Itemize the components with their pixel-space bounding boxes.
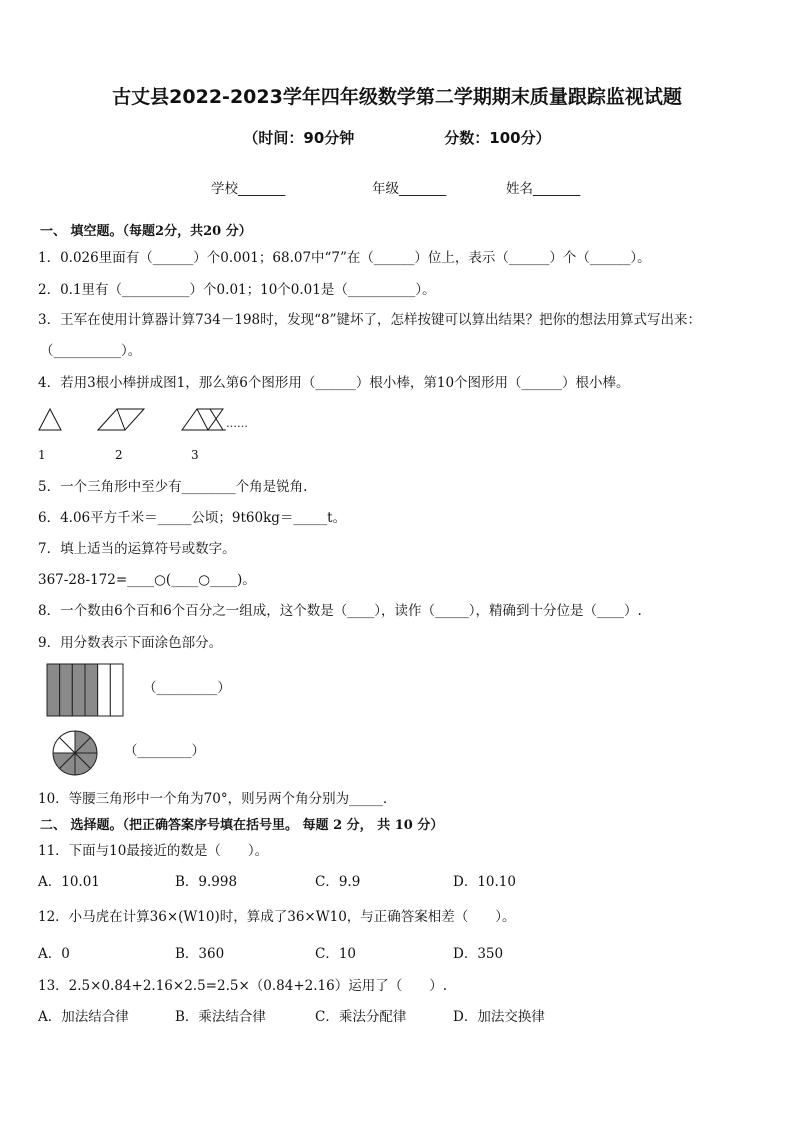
question-9-blank-2: （________） xyxy=(124,743,205,759)
name-field[interactable]: 姓名_______ xyxy=(506,181,581,197)
question-5: 5．一个三角形中至少有________个角是锐角. xyxy=(38,479,308,495)
question-11: 11．下面与10最接近的数是（ ）。 xyxy=(38,843,269,859)
q11-option-a[interactable]: A．10.01 xyxy=(38,874,100,890)
q13-option-d[interactable]: D．加法交换律 xyxy=(453,1009,545,1025)
figure-1-triangle xyxy=(39,409,61,430)
question-6: 6．4.06平方千米＝_____公顷；9t60kg＝_____t。 xyxy=(38,510,347,526)
question-4: 4．若用3根小棒拼成图1，那么第6个图形用（______）根小棒，第10个图形用（______）根小棒。 xyxy=(38,375,630,391)
rectangle-strip xyxy=(72,664,85,716)
question-9: 9．用分数表示下面涂色部分。 xyxy=(38,635,223,651)
question-7: 7．填上适当的运算符号或数字。 xyxy=(38,541,236,557)
q13-option-b[interactable]: B．乘法结合律 xyxy=(175,1009,266,1025)
question-9-blank-1: （_________） xyxy=(143,680,231,696)
question-3: 3．王军在使用计算器计算734－198时，发现“8”键坏了，怎样按键可以算出结果？把你的想法用算式写出来： xyxy=(38,312,702,328)
page-subtitle: （时间：90分钟 分数：100分） xyxy=(243,129,551,147)
q11-option-c[interactable]: C．9.9 xyxy=(315,874,361,890)
grade-field[interactable]: 年级_______ xyxy=(372,181,447,197)
q11-option-b[interactable]: B．9.998 xyxy=(175,874,238,890)
q13-option-a[interactable]: A．加法结合律 xyxy=(38,1009,129,1025)
figure-label-3: 3 xyxy=(191,448,199,462)
page-title: 古丈县2022-2023学年四年级数学第二学期期末质量跟踪监视试题 xyxy=(112,86,682,108)
figure-3-shape xyxy=(182,409,226,430)
shaded-rectangle xyxy=(46,663,124,717)
q12-option-a[interactable]: A．0 xyxy=(38,946,70,962)
school-field[interactable]: 学校_______ xyxy=(211,181,286,197)
q12-option-d[interactable]: D．350 xyxy=(453,946,504,962)
rectangle-strip xyxy=(85,664,98,716)
question-12: 12．小马虎在计算36×(W10)时，算成了36×W10，与正确答案相差（ ）。 xyxy=(38,909,516,925)
shaded-circle xyxy=(51,729,99,777)
question-3-answer: （__________）。 xyxy=(40,343,142,359)
q13-option-c[interactable]: C．乘法分配律 xyxy=(315,1009,407,1025)
section-fill-heading: 一、 填空题。（每题2分，共20 分） xyxy=(40,224,252,239)
question-8: 8．一个数由6个百和6个百分之一组成，这个数是（____），读作（_____），精确到十分位是（____）. xyxy=(38,603,642,619)
question-2: 2．0.1里有（__________）个0.01；10个0.01是（__________）。 xyxy=(38,282,436,298)
rectangle-strip xyxy=(60,664,73,716)
ellipsis: …… xyxy=(226,417,248,430)
figure-label-1: 1 xyxy=(38,448,46,462)
q12-option-c[interactable]: C．10 xyxy=(315,946,357,962)
q12-option-b[interactable]: B．360 xyxy=(175,946,225,962)
question-13: 13．2.5×0.84+2.16×2.5=2.5×（0.84+2.16）运用了（ ）. xyxy=(38,978,447,994)
question-1: 1．0.026里面有（______）个0.001；68.07中“7”在（______）位上，表示（______）个（______）。 xyxy=(38,250,651,266)
figure-label-2: 2 xyxy=(115,448,123,462)
question-10: 10．等腰三角形中一个角为70°，则另两个角分别为_____． xyxy=(38,791,397,807)
question-7-expression: 367-28-172=____○(____○____)。 xyxy=(38,572,256,588)
section-choice-heading: 二、 选择题。（把正确答案序号填在括号里。 每题 2 分， 共 10 分） xyxy=(40,818,444,833)
rectangle-strip xyxy=(47,664,60,716)
rectangle-strip xyxy=(110,664,123,716)
rectangle-strip xyxy=(98,664,111,716)
figure-2-diagonal xyxy=(117,409,125,430)
q11-option-d[interactable]: D．10.10 xyxy=(453,874,516,890)
